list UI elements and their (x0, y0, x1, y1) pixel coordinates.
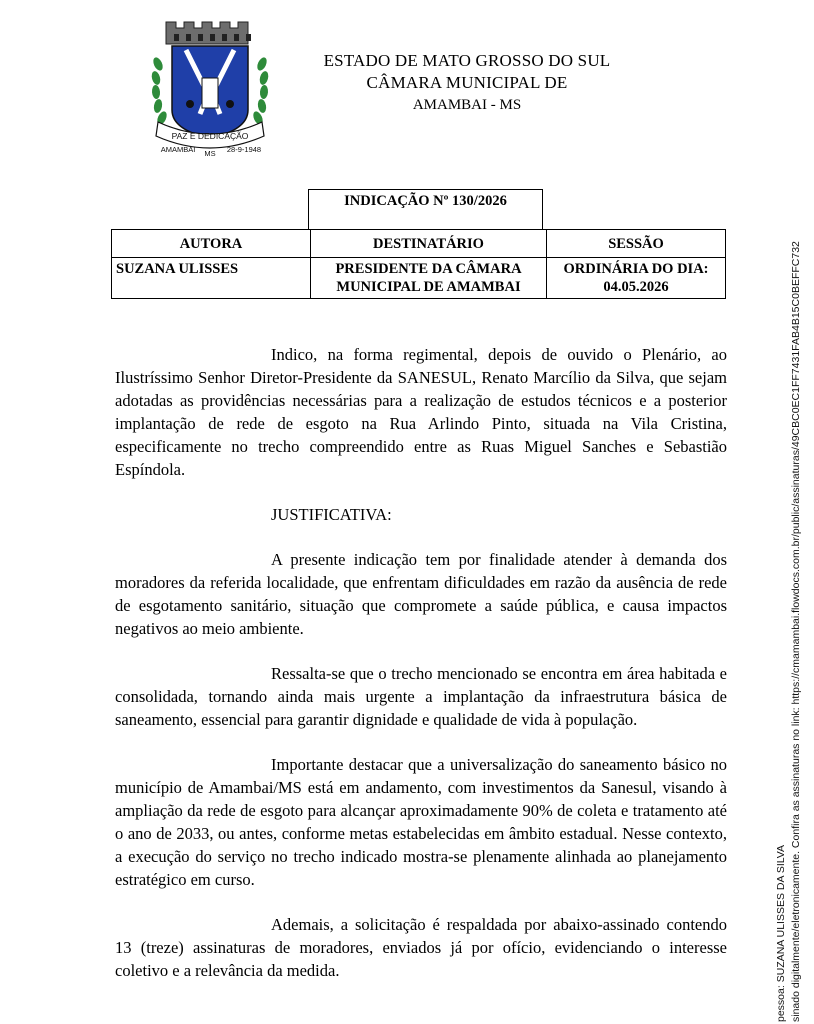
crest-motto: PAZ E DEDICAÇÃO (171, 131, 249, 141)
document-title: INDICAÇÃO Nº 130/2026 (308, 189, 543, 229)
header-state: ESTADO DE MATO GROSSO DO SUL (323, 51, 611, 70)
recipient-value: PRESIDENTE DA CÂMARA MUNICIPAL DE AMAMBAI (311, 258, 547, 299)
header-session: SESSÃO (547, 230, 726, 258)
metadata-table (111, 229, 726, 299)
paragraph-urgency: Ressalta-se que o trecho mencionado se encontra em área habitada e consolidada, tornando ainda mais urgente a implantação da infraestrutura básica de saneamento, essencial para garantir dignidade e qualidade de vida à população. (115, 664, 727, 729)
paragraph-indication: Indico, na forma regimental, depois de ouvido o Plenário, ao Ilustríssimo Senhor Diretor-Presidente da SANESUL, Renato Marcílio da Silva, que sejam adotadas as providências necessárias para a realização de estudos técnicos e a posterior implantação de rede de esgoto na Rua Arlindo Pinto, situada na Vila Cristina, especificamente no trecho compreendido entre as Ruas Miguel Sanches e Sebastião Espíndola. (115, 345, 727, 479)
paragraph-petition: Ademais, a solicitação é respaldada por abaixo-assinado contendo 13 (treze) assinaturas de moradores, enviados já por ofício, evidenciando o interesse coletivo e a relevância da medida. (115, 915, 727, 980)
header-city: AMAMBAI - MS (412, 97, 522, 113)
document-body (115, 343, 727, 982)
signer-name: pessoa: SUZANA ULISSES DA SILVA (775, 844, 787, 1022)
header-author: AUTORA (112, 230, 311, 258)
session-value: ORDINÁRIA DO DIA: 04.05.2026 (547, 258, 726, 299)
header-chamber: CÂMARA MUNICIPAL DE (366, 73, 568, 92)
signature-verification-link[interactable]: sinado digitalmente/eletronicamente. Confira as assinaturas no link: https://cmamambai.flowdocs.com.br/public/assinaturas/49CBC0EC1FF7431FAB4B15C0BEFFC732 (790, 241, 802, 1022)
coat-of-arms-logo (150, 18, 270, 158)
crest-state: MS (204, 149, 216, 158)
author-value: SUZANA ULISSES (112, 258, 311, 299)
paragraph-universalization: Importante destacar que a universalização do saneamento básico no município de Amambai/MS está em andamento, com investimentos da Sanesul, visando à ampliação da rede de esgoto para alcançar aproximadamente 90% de coleta e tratamento até o ano de 2033, ou antes, conforme metas estabelecidas em âmbito estadual. Nesse contexto, a execução do serviço no trecho indicado mostra-se plenamente alinhada ao planejamento estratégico em curso. (115, 755, 727, 889)
header-recipient: DESTINATÁRIO (311, 230, 547, 258)
document-header (292, 50, 642, 116)
crest-city: AMAMBAI (160, 145, 196, 154)
paragraph-purpose: A presente indicação tem por finalidade atender à demanda dos moradores da referida localidade, que enfrentam dificuldades em razão da ausência de rede de esgotamento sanitário, situação que compromete a saúde pública, e causa impactos negativos ao meio ambiente. (115, 550, 727, 638)
crest-date: 28-9-1948 (226, 145, 262, 154)
justification-heading: JUSTIFICATIVA: (271, 505, 392, 524)
